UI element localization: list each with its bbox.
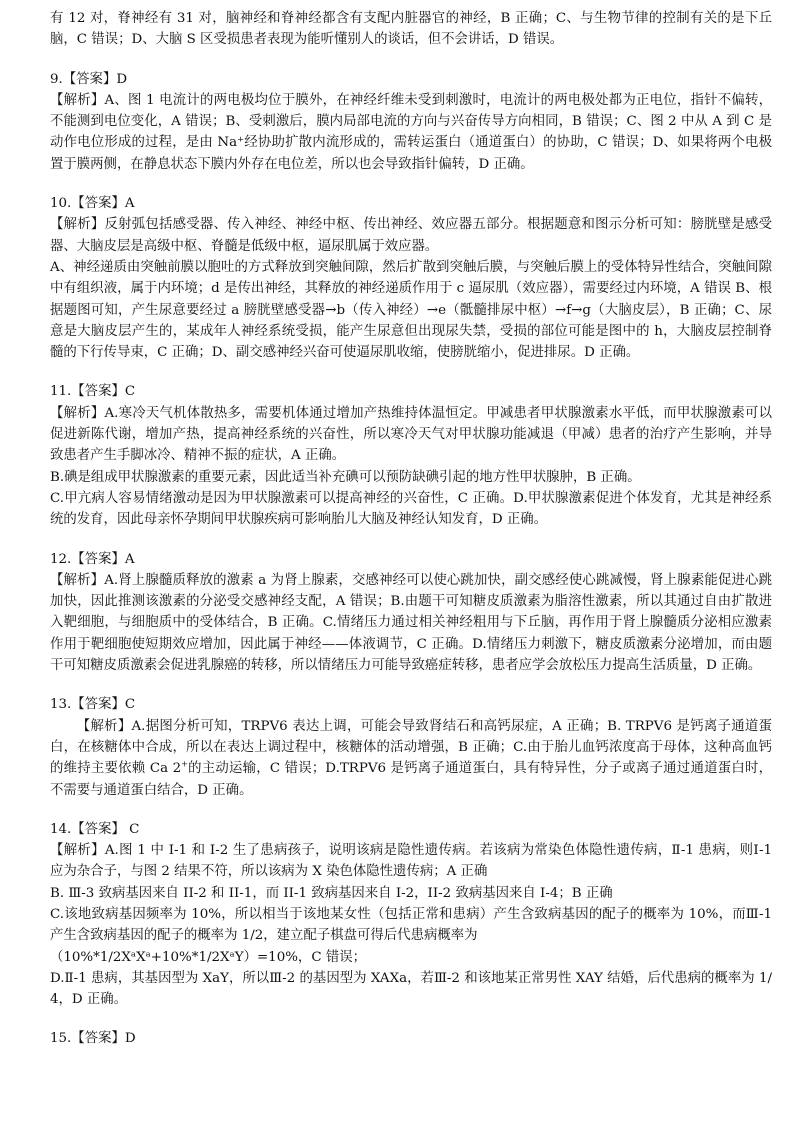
- q13-explanation-part2: 的主动运输，C 错误；D.TRPV6 是钙离子通道蛋白，具有特异性，分子或离子通过通道蛋白时，不需要与通道蛋白结合，D 正确。: [50, 761, 772, 798]
- q14-answer-heading: 14.【答案】 C: [50, 821, 140, 837]
- q14-explanation-d: D.Ⅱ-1 患病，其基因型为 XaY，所以Ⅲ-2 的基因型为 XAXa，若Ⅲ-2 和该地某正常男性 XAY 结婚，后代患病的概率为 1/4，D 正确。: [50, 970, 772, 1008]
- q13-answer-heading: 13.【答案】C: [50, 697, 136, 713]
- q11-answer-heading: 11.【答案】C: [50, 384, 136, 400]
- q10-answer-heading: 10.【答案】A: [50, 196, 135, 212]
- q12-answer-heading: 12.【答案】A: [50, 551, 135, 567]
- q9-explanation: 【解析】A、图 1 电流计的两电极均位于膜外，在神经纤维未受到刺激时，电流计的两电极处都为正电位，指针不偏转，不能测到电位变化，A 错误；B、受刺激后，膜内局部电流的方向与兴奋传导方向相同，B 错误；C、图 2 中从 A 到 C 是动作电位形成的过程，是由 Na⁺经协助扩散内流形成的，需转运蛋白（通道蛋白）的协助，C 错误；D、如果将两个电极置于膜两侧，在静息状态下膜内外存在电位差，所以也会导致指针偏转，D 正确。: [50, 92, 772, 172]
- q11-explanation-a: 【解析】A.寒冷天气机体散热多，需要机体通过增加产热维持体温恒定。甲减患者甲状腺激素水平低，而甲状腺激素可以促进新陈代谢，增加产热，提高神经系统的兴奋性，所以寒冷天气对甲状腺功能减退（甲减）患者的治疗产生影响，并导致患者产生手脚冰冷、精神不振的症状，A 正确。: [50, 405, 772, 464]
- q14-explanation-c: C.该地致病基因频率为 10%，所以相当于该地某女性（包括正常和患病）产生含致病基因的配子的概率为 10%，而Ⅲ-1 产生含致病基因的配子的概率为 1/2，建立配子棋盘可得后代患病概率为: [50, 906, 772, 944]
- q13-superscript: +: [181, 759, 188, 769]
- q13-explanation: [50, 716, 772, 801]
- q10-explanation-detail: A、神经递质由突触前膜以胞吐的方式释放到突触间隙，然后扩散到突触后膜，与突触后膜上的受体特异性结合，突触间隙中有组织液，属于内环境；d 是传出神经，其释放的神经递质作用于 c 逼尿肌（效应器），需要经过内环境，A 错误 B、根据题图可知，产生尿意要经过 a 膀胱壁感受器→b（传入神经）→e（骶髓排尿中枢）→f→g（大脑皮层），B 正确；C、尿意是大脑皮层产生的，某成年人神经系统受损，能产生尿意但出现尿失禁，受损的部位可能是图中的 h，大脑皮层控制脊髓的下行传导束，C 正确；D、副交感神经兴奋可使逼尿肌收缩，使膀胱缩小，促进排尿。D 正确。: [50, 259, 772, 361]
- q9-answer-heading: 9.【答案】D: [50, 71, 128, 87]
- q14-explanation-b: B. Ⅲ-3 致病基因来自 II-2 和 II-1，而 II-1 致病基因来自 I-2，II-2 致病基因来自 I-4；B 正确: [50, 885, 613, 901]
- q14-explanation-a: 【解析】A.图 1 中 I-1 和 I-2 生了患病孩子，说明该病是隐性遗传病。若该病为常染色体隐性遗传病，Ⅱ-1 患病，则Ⅰ-1 应为杂合子，与图 2 结果不符，所以该病为 X 染色体隐性遗传病；A 正确: [50, 843, 772, 880]
- q10-explanation-summary: 【解析】反射弧包括感受器、传入神经、神经中枢、传出神经、效应器五部分。根据题意和图示分析可知：膀胱壁是感受器、大脑皮层是高级中枢、脊髓是低级中枢，逼尿肌属于效应器。: [50, 217, 772, 254]
- q11-explanation-cd: C.甲亢病人容易情绪激动是因为甲状腺激素可以提高神经的兴奋性，C 正确。D.甲状腺激素促进个体发育，尤其是神经系统的发育，因此母亲怀孕期间甲状腺疾病可影响胎儿大脑及神经认知发育，D 正确。: [50, 490, 772, 528]
- q13-explanation-part1: 【解析】A.据图分析可知，TRPV6 表达上调，可能会导致肾结石和高钙尿症，A 正确；B. TRPV6 是钙离子通道蛋白，在核糖体中合成，所以在表达上调过程中，核糖体的活动增强，B 正确；C.由于胎儿血钙浓度高于母体，这种高血钙的维持主要依赖 Ca 2: [50, 718, 772, 777]
- q12-explanation: 【解析】A.肾上腺髓质释放的激素 a 为肾上腺素，交感神经可以使心跳加快，副交感经使心跳减慢，肾上腺素能促进心跳加快，因此推测该激素的分泌受交感神经支配，A 错误；B.由题干可知糖皮质激素为脂溶性激素，所以其通过自由扩散进入靶细胞，与细胞质中的受体结合，B 正确。C.情绪压力通过相关神经粗用与下丘脑，再作用于肾上腺髓质分泌相应激素作用于靶细胞使短期效应增加，因此属于神经——体液调节，C 正确。D.情绪压力刺激下，糖皮质激素分泌增加，而由题干可知糖皮质激素会促进乳腺癌的转移，所以情绪压力可能导致癌症转移，患者应学会放松压力提高生活质量，D 正确。: [50, 572, 772, 674]
- document-page: [50, 8, 772, 1050]
- q15-answer-heading: 15.【答案】D: [50, 1031, 136, 1047]
- intro-paragraph: 有 12 对，脊神经有 31 对，脑神经和脊神经都含有支配内脏器官的神经，B 正确；C、与生物节律的控制有关的是下丘脑，C 错误；D、大脑 S 区受损患者表现为能听懂别人的谈话，但不会讲话，D 错误。: [50, 11, 772, 48]
- q11-explanation-b: B.碘是组成甲状腺激素的重要元素，因此适当补充碘可以预防缺碘引起的地方性甲状腺肿，B 正确。: [50, 469, 641, 485]
- q14-explanation-c-formula: （10%*1/2XᵃXᵃ+10%*1/2XᵃY）=10%，C 错误；: [50, 949, 367, 965]
